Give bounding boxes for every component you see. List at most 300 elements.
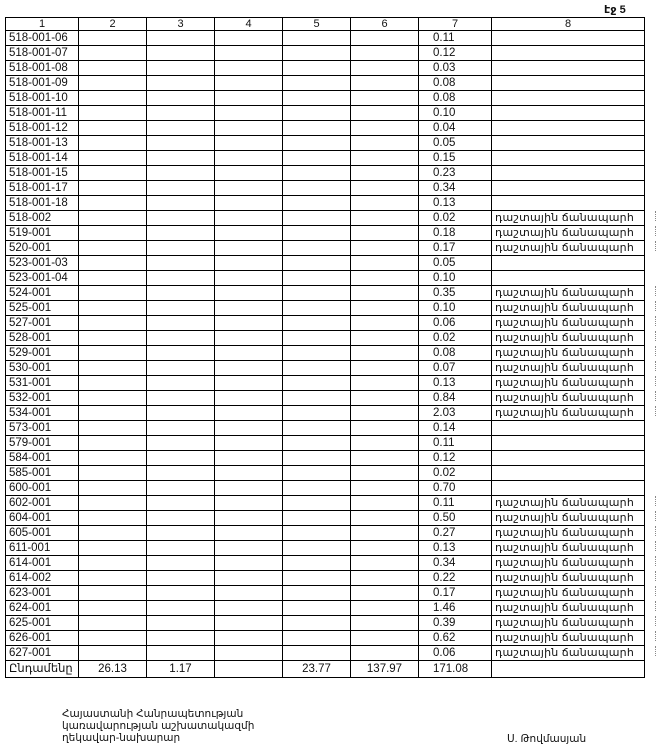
table-row — [6, 76, 645, 91]
parcel-code-cell: 518-001-15 — [6, 166, 79, 181]
column-header: 3 — [147, 18, 215, 31]
total-cell: 23.77 — [283, 661, 351, 678]
parcel-code-cell: 626-001 — [6, 631, 79, 646]
empty-cell — [351, 151, 419, 166]
empty-cell — [147, 196, 215, 211]
note-cell: դաշտային ճանապարհ — [492, 391, 645, 406]
empty-cell — [215, 271, 283, 286]
empty-cell — [79, 496, 147, 511]
table-row — [6, 226, 645, 241]
empty-cell — [147, 571, 215, 586]
empty-cell — [147, 31, 215, 46]
empty-cell — [147, 376, 215, 391]
empty-cell — [351, 541, 419, 556]
empty-cell — [147, 241, 215, 256]
empty-cell — [215, 601, 283, 616]
empty-cell — [215, 121, 283, 136]
empty-cell — [79, 241, 147, 256]
empty-cell — [283, 196, 351, 211]
table-row — [6, 631, 645, 646]
area-value-cell: 0.11 — [419, 31, 492, 46]
empty-cell — [351, 526, 419, 541]
empty-cell — [79, 121, 147, 136]
area-value-cell: 0.08 — [419, 91, 492, 106]
note-cell: դաշտային ճանապարհ — [492, 286, 645, 301]
empty-cell — [79, 631, 147, 646]
parcel-code-cell: 524-001 — [6, 286, 79, 301]
area-value-cell: 0.34 — [419, 181, 492, 196]
parcel-code-cell: 529-001 — [6, 346, 79, 361]
empty-cell — [79, 136, 147, 151]
empty-cell — [147, 646, 215, 661]
note-cell — [492, 151, 645, 166]
empty-cell — [283, 631, 351, 646]
area-value-cell: 0.27 — [419, 526, 492, 541]
empty-cell — [283, 421, 351, 436]
parcel-code-cell: 525-001 — [6, 301, 79, 316]
empty-cell — [283, 211, 351, 226]
empty-cell — [79, 286, 147, 301]
parcel-code-cell: 523-001-04 — [6, 271, 79, 286]
table-row — [6, 136, 645, 151]
empty-cell — [283, 76, 351, 91]
note-cell: դաշտային ճանապարհ — [492, 631, 645, 646]
empty-cell — [351, 586, 419, 601]
table-row — [6, 556, 645, 571]
empty-cell — [147, 301, 215, 316]
empty-cell — [283, 136, 351, 151]
note-cell: դաշտային ճանապարհ — [492, 241, 645, 256]
empty-cell — [147, 556, 215, 571]
empty-cell — [283, 436, 351, 451]
empty-cell — [215, 346, 283, 361]
table-row — [6, 571, 645, 586]
empty-cell — [215, 361, 283, 376]
column-header: 4 — [215, 18, 283, 31]
empty-cell — [147, 151, 215, 166]
column-header: 6 — [351, 18, 419, 31]
truncated-text-mark — [655, 511, 666, 521]
empty-cell — [79, 181, 147, 196]
note-cell: դաշտային ճանապարհ — [492, 376, 645, 391]
note-cell: դաշտային ճանապարհ — [492, 616, 645, 631]
empty-cell — [147, 601, 215, 616]
empty-cell — [79, 226, 147, 241]
empty-cell — [79, 586, 147, 601]
area-value-cell: 0.17 — [419, 586, 492, 601]
table-row — [6, 106, 645, 121]
area-value-cell: 0.62 — [419, 631, 492, 646]
empty-cell — [215, 226, 283, 241]
parcel-code-cell: 625-001 — [6, 616, 79, 631]
parcel-code-cell: 627-001 — [6, 646, 79, 661]
empty-cell — [283, 316, 351, 331]
empty-cell — [79, 196, 147, 211]
note-cell — [492, 31, 645, 46]
empty-cell — [79, 391, 147, 406]
table-row — [6, 181, 645, 196]
empty-cell — [147, 586, 215, 601]
area-value-cell: 0.17 — [419, 241, 492, 256]
truncated-text-mark — [655, 331, 666, 341]
table-row — [6, 346, 645, 361]
empty-cell — [283, 526, 351, 541]
note-cell — [492, 196, 645, 211]
empty-cell — [283, 151, 351, 166]
parcel-code-cell: 518-001-08 — [6, 61, 79, 76]
empty-cell — [283, 121, 351, 136]
table-row — [6, 391, 645, 406]
note-cell — [492, 136, 645, 151]
empty-cell — [351, 211, 419, 226]
empty-cell — [351, 421, 419, 436]
empty-cell — [283, 376, 351, 391]
area-value-cell: 0.10 — [419, 106, 492, 121]
parcel-code-cell: 520-001 — [6, 241, 79, 256]
empty-cell — [351, 241, 419, 256]
empty-cell — [79, 451, 147, 466]
area-value-cell: 0.18 — [419, 226, 492, 241]
empty-cell — [215, 301, 283, 316]
empty-cell — [351, 436, 419, 451]
note-cell: դաշտային ճանապարհ — [492, 211, 645, 226]
empty-cell — [283, 331, 351, 346]
signer-name: Ս. Թովմասյան — [507, 733, 587, 745]
empty-cell — [351, 226, 419, 241]
parcel-code-cell: 523-001-03 — [6, 256, 79, 271]
empty-cell — [215, 631, 283, 646]
note-cell: դաշտային ճանապարհ — [492, 571, 645, 586]
empty-cell — [79, 91, 147, 106]
column-header: 7 — [419, 18, 492, 31]
empty-cell — [283, 271, 351, 286]
empty-cell — [351, 76, 419, 91]
empty-cell — [351, 361, 419, 376]
area-value-cell: 0.02 — [419, 331, 492, 346]
empty-cell — [215, 61, 283, 76]
table-row — [6, 361, 645, 376]
empty-cell — [215, 241, 283, 256]
empty-cell — [283, 346, 351, 361]
empty-cell — [283, 166, 351, 181]
empty-cell — [147, 136, 215, 151]
truncated-text-mark — [655, 316, 666, 326]
note-cell — [492, 256, 645, 271]
empty-cell — [215, 331, 283, 346]
parcel-code-cell: 518-001-14 — [6, 151, 79, 166]
empty-cell — [283, 481, 351, 496]
area-value-cell: 0.23 — [419, 166, 492, 181]
empty-cell — [147, 331, 215, 346]
parcel-code-cell: 518-001-18 — [6, 196, 79, 211]
note-cell: դաշտային ճանապարհ — [492, 646, 645, 661]
header-row — [6, 18, 645, 31]
table-row — [6, 406, 645, 421]
area-value-cell: 0.08 — [419, 346, 492, 361]
signature-title-line-3: ղեկավար-նախարար — [62, 732, 181, 744]
area-value-cell: 0.05 — [419, 256, 492, 271]
empty-cell — [147, 616, 215, 631]
note-cell — [492, 106, 645, 121]
empty-cell — [351, 301, 419, 316]
parcel-code-cell: 518-001-17 — [6, 181, 79, 196]
empty-cell — [283, 301, 351, 316]
empty-cell — [283, 226, 351, 241]
note-cell: դաշտային ճանապարհ — [492, 406, 645, 421]
empty-cell — [215, 31, 283, 46]
empty-cell — [79, 376, 147, 391]
empty-cell — [215, 286, 283, 301]
empty-cell — [79, 346, 147, 361]
note-cell — [492, 166, 645, 181]
parcel-code-cell: 518-001-06 — [6, 31, 79, 46]
truncated-text-mark — [655, 526, 666, 536]
empty-cell — [79, 436, 147, 451]
empty-cell — [215, 46, 283, 61]
empty-cell — [215, 556, 283, 571]
column-header: 2 — [79, 18, 147, 31]
column-header: 5 — [283, 18, 351, 31]
truncated-text-mark — [655, 286, 666, 296]
area-value-cell: 0.12 — [419, 46, 492, 61]
truncated-text-mark — [655, 646, 666, 656]
empty-cell — [283, 391, 351, 406]
table-row — [6, 151, 645, 166]
total-cell — [492, 661, 645, 678]
empty-cell — [215, 526, 283, 541]
empty-cell — [351, 91, 419, 106]
empty-cell — [351, 31, 419, 46]
empty-cell — [283, 601, 351, 616]
empty-cell — [215, 496, 283, 511]
parcel-code-cell: 518-001-07 — [6, 46, 79, 61]
empty-cell — [147, 361, 215, 376]
area-value-cell: 0.11 — [419, 496, 492, 511]
note-cell — [492, 481, 645, 496]
signature-title-line-2: կառավարության աշխատակազմի — [62, 720, 255, 732]
total-label-cell: Ընդամենը — [6, 661, 79, 678]
empty-cell — [283, 466, 351, 481]
note-cell: դաշտային ճանապարհ — [492, 361, 645, 376]
note-cell: դաշտային ճանապարհ — [492, 586, 645, 601]
note-cell: դաշտային ճանապարհ — [492, 511, 645, 526]
area-value-cell: 0.07 — [419, 361, 492, 376]
empty-cell — [283, 361, 351, 376]
note-cell — [492, 76, 645, 91]
empty-cell — [283, 586, 351, 601]
parcel-code-cell: 623-001 — [6, 586, 79, 601]
note-cell: դաշտային ճանապարհ — [492, 316, 645, 331]
note-cell — [492, 121, 645, 136]
empty-cell — [351, 451, 419, 466]
empty-cell — [215, 76, 283, 91]
parcel-code-cell: 600-001 — [6, 481, 79, 496]
truncated-text-mark — [655, 376, 666, 386]
parcel-code-cell: 534-001 — [6, 406, 79, 421]
empty-cell — [147, 46, 215, 61]
empty-cell — [79, 331, 147, 346]
empty-cell — [351, 601, 419, 616]
area-value-cell: 0.03 — [419, 61, 492, 76]
note-cell: դաշտային ճանապարհ — [492, 496, 645, 511]
note-cell: դաշտային ճանապարհ — [492, 526, 645, 541]
truncated-text-mark — [655, 226, 666, 236]
parcel-code-cell: 518-001-12 — [6, 121, 79, 136]
table-row — [6, 301, 645, 316]
empty-cell — [79, 511, 147, 526]
area-value-cell: 0.02 — [419, 211, 492, 226]
note-cell: դաշտային ճանապարհ — [492, 301, 645, 316]
empty-cell — [351, 316, 419, 331]
total-cell — [215, 661, 283, 678]
empty-cell — [351, 271, 419, 286]
truncated-text-mark — [655, 391, 666, 401]
truncated-text-mark — [655, 616, 666, 626]
empty-cell — [79, 301, 147, 316]
area-value-cell: 0.12 — [419, 451, 492, 466]
empty-cell — [351, 466, 419, 481]
table-row — [6, 541, 645, 556]
table-row — [6, 31, 645, 46]
parcel-code-cell: 531-001 — [6, 376, 79, 391]
truncated-text-mark — [655, 496, 666, 506]
empty-cell — [147, 451, 215, 466]
empty-cell — [79, 151, 147, 166]
empty-cell — [215, 391, 283, 406]
empty-cell — [351, 256, 419, 271]
empty-cell — [351, 631, 419, 646]
signature-title-line-1: Հայաստանի Հանրապետության — [62, 708, 244, 720]
area-value-cell: 0.13 — [419, 376, 492, 391]
total-cell: 137.97 — [351, 661, 419, 678]
empty-cell — [283, 61, 351, 76]
area-value-cell: 0.34 — [419, 556, 492, 571]
empty-cell — [215, 451, 283, 466]
area-value-cell: 0.39 — [419, 616, 492, 631]
empty-cell — [351, 511, 419, 526]
empty-cell — [215, 196, 283, 211]
note-cell — [492, 421, 645, 436]
area-value-cell: 0.11 — [419, 436, 492, 451]
empty-cell — [147, 181, 215, 196]
empty-cell — [79, 526, 147, 541]
empty-cell — [351, 646, 419, 661]
empty-cell — [147, 436, 215, 451]
empty-cell — [215, 466, 283, 481]
parcel-code-cell: 604-001 — [6, 511, 79, 526]
table-row — [6, 46, 645, 61]
empty-cell — [147, 91, 215, 106]
empty-cell — [283, 571, 351, 586]
empty-cell — [351, 181, 419, 196]
parcel-code-cell: 518-001-09 — [6, 76, 79, 91]
empty-cell — [215, 616, 283, 631]
empty-cell — [79, 406, 147, 421]
empty-cell — [147, 391, 215, 406]
truncated-text-mark — [655, 556, 666, 566]
empty-cell — [147, 166, 215, 181]
table-row — [6, 421, 645, 436]
table-row — [6, 616, 645, 631]
truncated-text-mark — [655, 361, 666, 371]
empty-cell — [147, 316, 215, 331]
empty-cell — [351, 166, 419, 181]
empty-cell — [79, 106, 147, 121]
empty-cell — [147, 481, 215, 496]
truncated-text-mark — [655, 586, 666, 596]
empty-cell — [283, 616, 351, 631]
parcel-code-cell: 605-001 — [6, 526, 79, 541]
empty-cell — [79, 616, 147, 631]
empty-cell — [79, 316, 147, 331]
note-cell — [492, 181, 645, 196]
empty-cell — [351, 406, 419, 421]
empty-cell — [79, 31, 147, 46]
empty-cell — [215, 511, 283, 526]
empty-cell — [147, 271, 215, 286]
note-cell: դաշտային ճանապարհ — [492, 556, 645, 571]
empty-cell — [283, 241, 351, 256]
truncated-text-mark — [655, 601, 666, 611]
empty-cell — [215, 481, 283, 496]
empty-cell — [79, 556, 147, 571]
table-row — [6, 331, 645, 346]
area-value-cell: 0.50 — [419, 511, 492, 526]
note-cell: դաշտային ճանապարհ — [492, 346, 645, 361]
empty-cell — [351, 496, 419, 511]
empty-cell — [283, 181, 351, 196]
empty-cell — [215, 646, 283, 661]
empty-cell — [283, 256, 351, 271]
parcel-code-cell: 532-001 — [6, 391, 79, 406]
note-cell: դաշտային ճանապարհ — [492, 541, 645, 556]
table-row — [6, 211, 645, 226]
empty-cell — [351, 136, 419, 151]
table-row — [6, 451, 645, 466]
empty-cell — [215, 421, 283, 436]
empty-cell — [283, 106, 351, 121]
area-value-cell: 0.04 — [419, 121, 492, 136]
empty-cell — [147, 121, 215, 136]
empty-cell — [147, 496, 215, 511]
table-row — [6, 256, 645, 271]
area-value-cell: 0.13 — [419, 196, 492, 211]
note-cell: դաշտային ճանապարհ — [492, 601, 645, 616]
area-value-cell: 0.14 — [419, 421, 492, 436]
truncated-text-mark — [655, 346, 666, 356]
empty-cell — [351, 106, 419, 121]
parcel-code-cell: 518-001-11 — [6, 106, 79, 121]
empty-cell — [283, 451, 351, 466]
empty-cell — [147, 256, 215, 271]
empty-cell — [351, 481, 419, 496]
empty-cell — [79, 166, 147, 181]
table-row — [6, 496, 645, 511]
empty-cell — [351, 331, 419, 346]
table-row — [6, 436, 645, 451]
area-value-cell: 0.02 — [419, 466, 492, 481]
parcel-code-cell: 518-001-10 — [6, 91, 79, 106]
parcel-code-cell: 614-002 — [6, 571, 79, 586]
parcel-code-cell: 614-001 — [6, 556, 79, 571]
area-value-cell: 0.05 — [419, 136, 492, 151]
empty-cell — [215, 571, 283, 586]
parcel-code-cell: 611-001 — [6, 541, 79, 556]
empty-cell — [283, 511, 351, 526]
area-value-cell: 0.70 — [419, 481, 492, 496]
note-cell — [492, 91, 645, 106]
land-parcel-table — [5, 17, 645, 678]
